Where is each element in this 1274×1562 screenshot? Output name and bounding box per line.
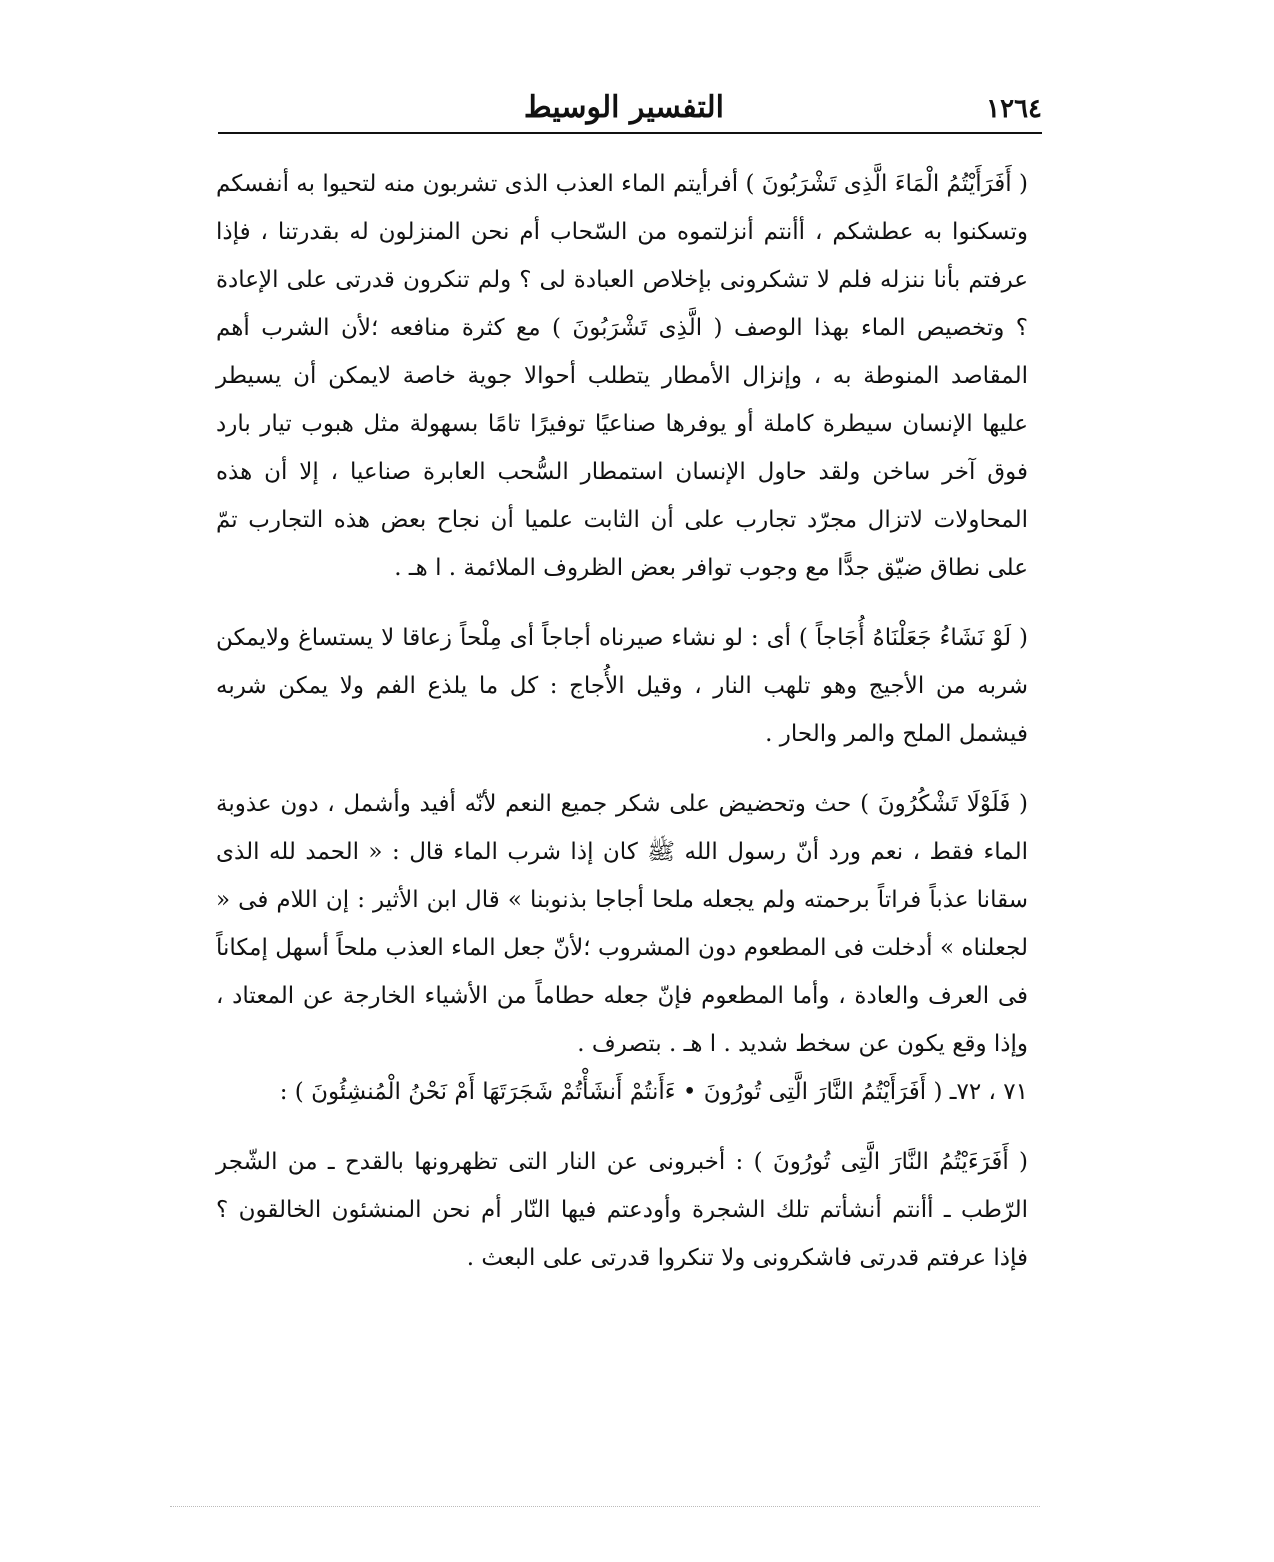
header-rule	[218, 132, 1042, 134]
verse-heading: ٧١ ، ٧٢ـ ( أَفَرَأَيْتُمُ النَّارَ الَّتِى تُورُونَ • ءَأَنتُمْ أَنشَأْتُمْ شَجَرَتَهَا أَمْ نَحْنُ الْمُنشِئُونَ ) :	[279, 1079, 1028, 1105]
paragraph-gratitude: ( فَلَوْلَا تَشْكُرُونَ ) حث وتحضيض على شكر جميع النعم لأنّه أفيد وأشمل ، دون عذوبة الماء فقط ، نعم ورد أنّ رسول الله ﷺ كان إذا شرب الماء قال : « الحمد لله الذى سقانا عذباً فراتاً برحمته ولم يجعله ملحا أجاجا بذنوبنا » قال ابن الأثير : إن اللام فى « لجعلناه » أدخلت فى المطعوم دون المشروب ؛لأنّ جعل الماء العذب ملحاً أسهل إمكاناً فى العرف والعادة ، وأما المطعوم فإنّ جعله حطاماً من الأشياء الخارجة عن المعتاد ، وإذا وقع يكون عن سخط شديد . ا هـ . بتصرف .	[216, 791, 1028, 1057]
bottom-scan-line	[170, 1506, 1040, 1507]
page-body	[216, 160, 1028, 1282]
paragraph-water: ( أَفَرَأَيْتُمُ الْمَاءَ الَّذِى تَشْرَبُونَ ) أفرأيتم الماء العذب الذى تشربون منه لتحيوا به أنفسكم وتسكنوا به عطشكم ، أأنتم أنزلتموه من السّحاب أم نحن المنزلون له بقدرتنا ، فإذا عرفتم بأنا ننزله فلم لا تشكرونى بإخلاص العبادة لى ؟ ولم تنكرون قدرتى على الإعادة ؟ وتخصيص الماء بهذا الوصف ( الَّذِى تَشْرَبُونَ ) مع كثرة منافعه ؛لأن الشرب أهم المقاصد المنوطة به ، وإنزال الأمطار يتطلب أحوالا جوية خاصة لايمكن أن يسيطر عليها الإنسان سيطرة كاملة أو يوفرها صناعيًا توفيرًا تامًا بسهولة مثل هبوب تيار بارد فوق آخر ساخن ولقد حاول الإنسان استمطار السُّحب العابرة صناعيا ، إلا أن هذه المحاولات لاتزال مجرّد تجارب على أن الثابت علميا أن نجاح بعض هذه التجارب تمّ على نطاق ضيّق جدًّا مع وجوب توافر بعض الظروف الملائمة . ا هـ .	[216, 171, 1028, 581]
page-number: ١٢٦٤	[986, 94, 1042, 124]
page-header	[218, 88, 1042, 126]
paragraph-fire: ( أَفَرَءَيْتُمُ النَّارَ الَّتِى تُورُونَ ) : أخبرونى عن النار التى تظهرونها بالقدح ـ من الشّجر الرّطب ـ أأنتم أنشأتم تلك الشجرة وأودعتم فيها النّار أم نحن المنشئون الخالقون ؟ فإذا عرفتم قدرتى فاشكرونى ولا تنكروا قدرتى على البعث .	[216, 1149, 1028, 1271]
paragraph-salty: ( لَوْ نَشَاءُ جَعَلْنَاهُ أُجَاجاً ) أى : لو نشاء صيرناه أجاجاً أى مِلْحاً زعاقا لا يستساغ ولايمكن شربه من الأجيج وهو تلهب النار ، وقيل الأُجاج : كل ما يلذع الفم ولا يمكن شربه فيشمل الملح والمر والحار .	[216, 625, 1028, 747]
running-title: التفسير الوسيط	[523, 90, 724, 125]
